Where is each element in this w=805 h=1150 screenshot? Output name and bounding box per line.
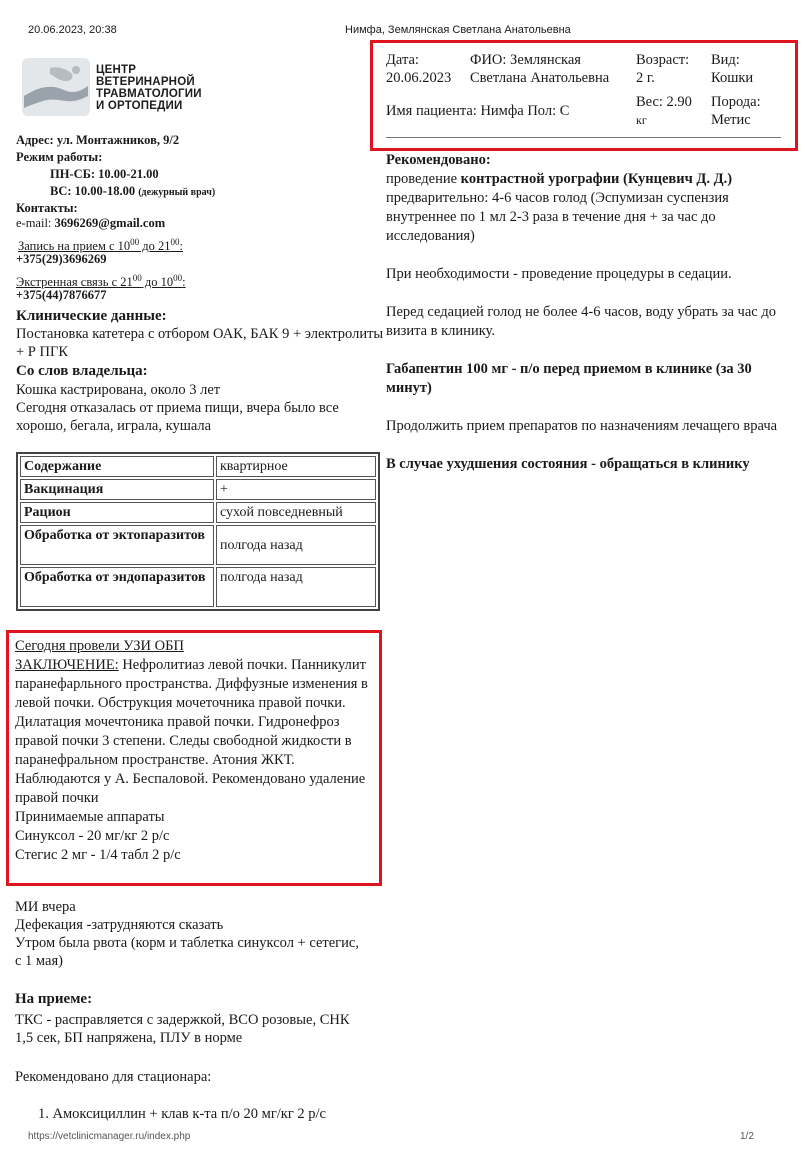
fasting-text: предварительно: 4-6 часов голод (Эспумизан суспензия внутреннее по 1 мл 2-3 раза в течение дня + за час до исследования) <box>386 190 729 244</box>
hand-logo-icon <box>20 56 92 118</box>
date-value: 20.06.2023 <box>386 70 452 86</box>
table-row <box>20 502 376 523</box>
conclusion-label: ЗАКЛЮЧЕНИЕ: <box>15 657 119 673</box>
clinic-logo <box>20 56 210 120</box>
exam-text: ТКС - расправляется с задержкой, ВСО розовые, СНК 1,5 сек, БП напряжена, ПЛУ в норме <box>15 1012 350 1046</box>
appointment-suffix: : <box>179 239 184 254</box>
owner-label: Со слов владельца: <box>16 363 148 379</box>
logo-line-2: ВЕТЕРИНАРНОЙ <box>96 76 195 88</box>
emergency-sup-1: 00 <box>132 273 142 283</box>
breed-value: Метис <box>711 112 751 128</box>
emergency-phone[interactable]: +375(44)7876677 <box>16 288 107 302</box>
date-label: Дата: <box>386 52 419 68</box>
ultrasound-section <box>15 637 381 865</box>
history-section <box>15 898 365 970</box>
hours-sunday: ВС: 10.00-18.00 <box>50 184 136 198</box>
email-link[interactable]: 3696269@gmail.com <box>54 216 166 230</box>
animal-info-table <box>16 452 380 611</box>
print-datetime: 20.06.2023, 20:38 <box>28 24 117 36</box>
age-label: Возраст: <box>636 52 690 68</box>
appointment-sup-1: 00 <box>130 237 140 247</box>
weight-unit: кг <box>636 113 647 127</box>
fio-label: ФИО: Землянская <box>470 52 581 68</box>
patient-name-line: Имя пациента: Нимфа Пол: С <box>386 103 570 119</box>
patient-date <box>386 51 451 87</box>
emergency-prefix: Экстренная связь с 21 <box>16 275 133 290</box>
email-line <box>16 215 384 232</box>
patient-fio <box>470 51 609 87</box>
observed-text: Наблюдаются у А. Беспаловой. Рекомендовано удаление правой почки <box>15 771 366 806</box>
urography-prefix: проведение <box>386 171 461 187</box>
history-line-2: Дефекация -затрудняются сказать <box>15 917 224 933</box>
clinical-data-label: Клинические данные: <box>16 308 167 324</box>
hours-label: Режим работы: <box>16 150 103 164</box>
hours-sunday-line <box>50 183 215 201</box>
table-value: полгода назад <box>216 525 376 565</box>
history-line-1: МИ вчера <box>15 899 76 915</box>
recommendations-section <box>386 151 781 474</box>
table-key: Обработка от эктопаразитов <box>20 525 214 565</box>
gabapentin-text: Габапентин 100 мг - п/о перед приемом в клинике (за 30 минут) <box>386 361 752 396</box>
emergency-suffix: : <box>182 275 186 290</box>
print-title: Нимфа, Землянская Светлана Анатольевна <box>345 24 571 36</box>
kind-value: Кошки <box>711 70 754 86</box>
table-value: квартирное <box>216 456 376 477</box>
inpatient-item-1 <box>38 1106 326 1123</box>
table-row <box>20 479 376 500</box>
table-value: полгода назад <box>216 567 376 607</box>
table-row <box>20 456 376 477</box>
breed-label: Порода: <box>711 94 761 110</box>
appointment-sup-2: 00 <box>170 237 180 247</box>
hours-weekdays: ПН-СБ: 10.00-21.00 <box>50 167 159 181</box>
weight-label: Вес: 2.90 <box>636 94 692 110</box>
before-sedation-text: Перед седацией голод не более 4-6 часов, воду убрать за час до визита в клинику. <box>386 304 776 339</box>
table-row <box>20 525 376 565</box>
age-value: 2 г. <box>636 70 655 86</box>
patient-breed <box>711 93 761 129</box>
ultrasound-conclusion <box>15 656 381 770</box>
inpatient-label: Рекомендовано для стационара: <box>15 1069 212 1085</box>
contacts-label: Контакты: <box>16 201 78 215</box>
med-2: Стегис 2 мг - 1/4 табл 2 р/с <box>15 847 181 863</box>
emergency-mid: до 10 <box>141 275 174 290</box>
inpatient-item-number: 1. <box>38 1106 49 1122</box>
urography-bold: контрастной урографии (Кунцевич Д. Д.) <box>460 171 733 187</box>
table-key: Содержание <box>20 456 214 477</box>
fio-value: Светлана Анатольевна <box>470 70 610 86</box>
emergency-sup-2: 00 <box>173 273 183 283</box>
meds-label: Принимаемые аппараты <box>15 809 165 825</box>
conclusion-text: Нефролитиаз левой почки. Панникулит паранефарльного пространства. Диффузные изменения в левой почки. Обструкция мочеточника правой почки. Дилатация мочечтоника правой почки. Гидронефроз правой почки 3 степени. Следы свободной жидкости в паранефральном пространстве. Атония ЖКТ. <box>15 657 368 768</box>
urography-line <box>386 170 781 189</box>
patient-kind <box>711 51 753 87</box>
table-key: Вакцинация <box>20 479 214 500</box>
recommendations-label: Рекомендовано: <box>386 152 491 168</box>
appointment-prefix: Запись на прием с 10 <box>18 239 131 254</box>
clinical-data-text: Постановка катетера с отбором ОАК, БАК 9 + электролиты + Р ПГК <box>16 326 384 360</box>
email-label: e-mail: <box>16 216 55 230</box>
logo-line-4: И ОРТОПЕДИИ <box>96 100 183 112</box>
footer-url: https://vetclinicmanager.ru/index.php <box>28 1131 191 1142</box>
header-divider <box>386 137 781 138</box>
table-row <box>20 567 376 607</box>
appointment-mid: до 21 <box>139 239 171 254</box>
logo-line-3: ТРАВМАТОЛОГИИ <box>96 88 202 100</box>
table-key: Обработка от эндопаразитов <box>20 567 214 607</box>
hours-sunday-note: (дежурный врач) <box>138 187 216 198</box>
footer-page-number: 1/2 <box>740 1131 754 1142</box>
worsening-text: В случае ухудшения состояния - обращаться в клинику <box>386 456 750 472</box>
owner-line-1: Кошка кастрирована, около 3 лет <box>16 382 221 398</box>
ultrasound-title: Сегодня провели УЗИ ОБП <box>15 638 184 654</box>
table-value: + <box>216 479 376 500</box>
inpatient-item-text: Амоксициллин + клав к-та п/о 20 мг/кг 2 р/с <box>52 1106 326 1122</box>
appointment-phone[interactable]: +375(29)3696269 <box>16 252 107 266</box>
patient-age <box>636 51 689 87</box>
kind-label: Вид: <box>711 52 740 68</box>
logo-line-1: ЦЕНТР <box>96 64 137 76</box>
owner-line-2: Сегодня отказалась от приема пищи, вчера было все хорошо, бегала, играла, кушала <box>16 400 339 434</box>
clinic-address: Адрес: ул. Монтажников, 9/2 <box>16 133 180 147</box>
med-1: Синуксол - 20 мг/кг 2 р/с <box>15 828 170 844</box>
exam-label: На приеме: <box>15 991 93 1007</box>
sedation-text: При необходимости - проведение процедуры в седации. <box>386 266 732 282</box>
table-value: сухой повседневный <box>216 502 376 523</box>
patient-weight <box>636 93 692 129</box>
continue-text: Продолжить прием препаратов по назначениям лечащего врача <box>386 418 778 434</box>
history-line-3: Утром была рвота (корм и таблетка синуксол + сетегис, с 1 мая) <box>15 935 359 969</box>
table-key: Рацион <box>20 502 214 523</box>
